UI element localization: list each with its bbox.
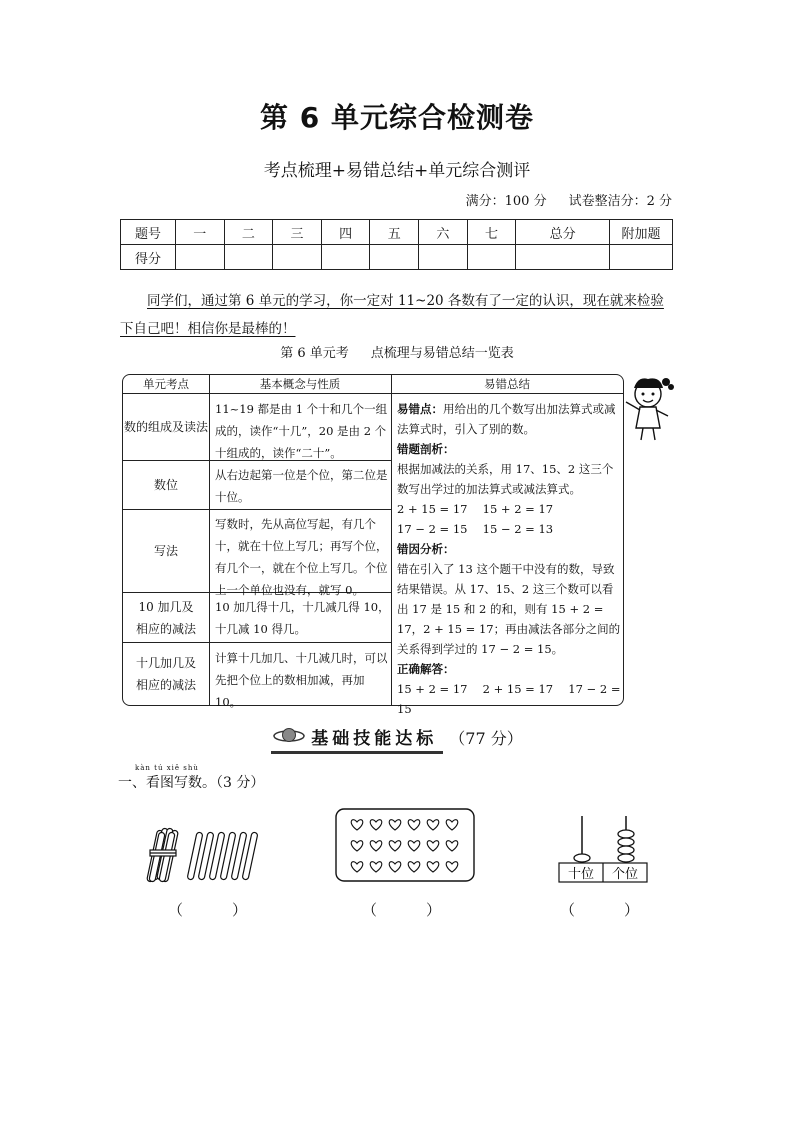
abacus-picture (558, 812, 650, 884)
topic-cell: 10 加几及相应的减法 (135, 599, 196, 636)
score-meta (466, 190, 672, 209)
page-title: 第 6 单元综合检测卷 (260, 101, 534, 134)
concept-cell: 计算十几加几、十几减几时，可以先把个位上的数相加减，再加 10。 (215, 651, 388, 709)
score-col-total: 总分 (516, 220, 610, 245)
score-col-7: 七 (467, 220, 516, 245)
score-cell[interactable] (370, 245, 419, 270)
score-cell[interactable] (273, 245, 322, 270)
equation-line: 17 − 2 = 15 15 − 2 = 13 (397, 522, 554, 536)
answer-blank-2[interactable]: （ ） (362, 901, 443, 919)
concept-cell: 11~19 都是由 1 个十和几个一组成的，读作“十几”，20 是由 2 个十组成的，读作“二十”。 (215, 402, 388, 460)
score-col-bonus: 附加题 (610, 220, 673, 245)
answer-label: 正确解答： (397, 662, 455, 676)
error-cause-text: 错在引入了 13 这个题干中没有的数，导致结果错误。从 17、15、2 这三个数可以看出 17 是 15 和 2 的和，则有 15 + 2 = 17，2 + 15 = 17；再由减法各部分之间的关系得到学过的 17 − 2 = 15。 (397, 562, 621, 656)
abacus-ones-label: 个位 (611, 867, 639, 882)
concept-cell: 10 加几得十几，十几减几得 10，十几减 10 得几。 (215, 600, 390, 636)
error-point-label: 易错点： (397, 402, 443, 416)
intro-text: 同学们，通过第 6 单元的学习，你一定对 11~20 各数有了一定的认识，现在就来检验下自己吧！相信你是最棒的！ (120, 293, 664, 337)
planet-icon (273, 726, 305, 746)
page-subtitle: 考点梳理+易错总结+单元综合测评 (263, 161, 531, 181)
score-cell[interactable] (176, 245, 225, 270)
error-analysis-label (397, 439, 621, 459)
score-col-3: 三 (273, 220, 322, 245)
concept-cell: 写数时，先从高位写起，有几个十，就在十位上写几；再写个位，有几个一，就在个位上写几。个位上一个单位也没有，就写 0。 (215, 517, 388, 597)
error-analysis-text: 根据加减法的关系，用 17、15、2 这三个数写出学过的加法算式或减法算式。 (397, 462, 614, 496)
section-points: （77 分） (449, 729, 523, 748)
divider (209, 375, 210, 705)
score-cell[interactable] (321, 245, 370, 270)
score-cell[interactable] (467, 245, 516, 270)
topic-cell: 数的组成及读法 (123, 420, 208, 434)
score-header-row (121, 220, 673, 245)
score-col-4: 四 (321, 220, 370, 245)
answer-blank-1[interactable]: （ ） (168, 901, 249, 919)
score-col-5: 五 (370, 220, 419, 245)
hearts-picture (335, 808, 475, 882)
caption-left: 第 6 单元考 (280, 346, 349, 361)
topic-cell: 写法 (153, 544, 178, 558)
topic-cell: 数位 (153, 478, 178, 492)
knowledge-table (122, 374, 624, 716)
score-cell[interactable] (224, 245, 273, 270)
section-banner (271, 724, 443, 754)
correct-answer-text: 15 + 2 = 17 2 + 15 = 17 17 − 2 = 15 (397, 682, 621, 716)
score-cell[interactable] (610, 245, 673, 270)
question-pinyin: kàn tú xiě shù (135, 764, 199, 772)
score-table (120, 219, 673, 270)
topic-cell: 十几加几及相应的减法 (135, 656, 196, 692)
abacus-tens-label: 十位 (567, 867, 595, 882)
score-row-label: 得分 (121, 245, 176, 270)
sticks-picture (140, 822, 260, 888)
neatness-score: 试卷整洁分：2 分 (568, 194, 672, 209)
knowledge-table-header (123, 375, 623, 394)
score-col-2: 二 (224, 220, 273, 245)
correct-answer-label (397, 659, 621, 679)
table-caption (0, 342, 794, 361)
score-value-row (121, 245, 673, 270)
caption-right: 点梳理与易错总结一览表 (370, 346, 514, 361)
score-col-6: 六 (419, 220, 468, 245)
section-title: 基础技能达标 (311, 729, 438, 749)
concept-cell: 从右边起第一位是个位，第二位是十位。 (215, 468, 388, 504)
error-point (397, 399, 621, 439)
equation-line: 2 + 15 = 17 15 + 2 = 17 (397, 502, 554, 516)
section-header (0, 724, 794, 754)
header-concept: 基本概念与性质 (259, 377, 341, 391)
error-summary (397, 399, 621, 719)
girl-illustration (618, 372, 674, 444)
question-1: 一、看图写数。（3 分） (118, 775, 265, 791)
score-cell[interactable] (419, 245, 468, 270)
answer-blank-3[interactable]: （ ） (560, 901, 641, 919)
header-errors: 易错总结 (484, 377, 530, 391)
header-topic: 单元考点 (143, 377, 189, 391)
error-cause-label (397, 539, 621, 559)
full-score: 满分：100 分 (465, 194, 547, 209)
cause-label: 错因分析： (397, 542, 455, 556)
score-cell[interactable] (516, 245, 610, 270)
score-header-label: 题号 (121, 220, 176, 245)
analysis-label: 错题剖析： (397, 442, 455, 456)
score-col-1: 一 (176, 220, 225, 245)
divider (391, 375, 392, 705)
error-point-text: 用给出的几个数写出加法算式或减法算式时，引入了别的数。 (397, 402, 616, 436)
